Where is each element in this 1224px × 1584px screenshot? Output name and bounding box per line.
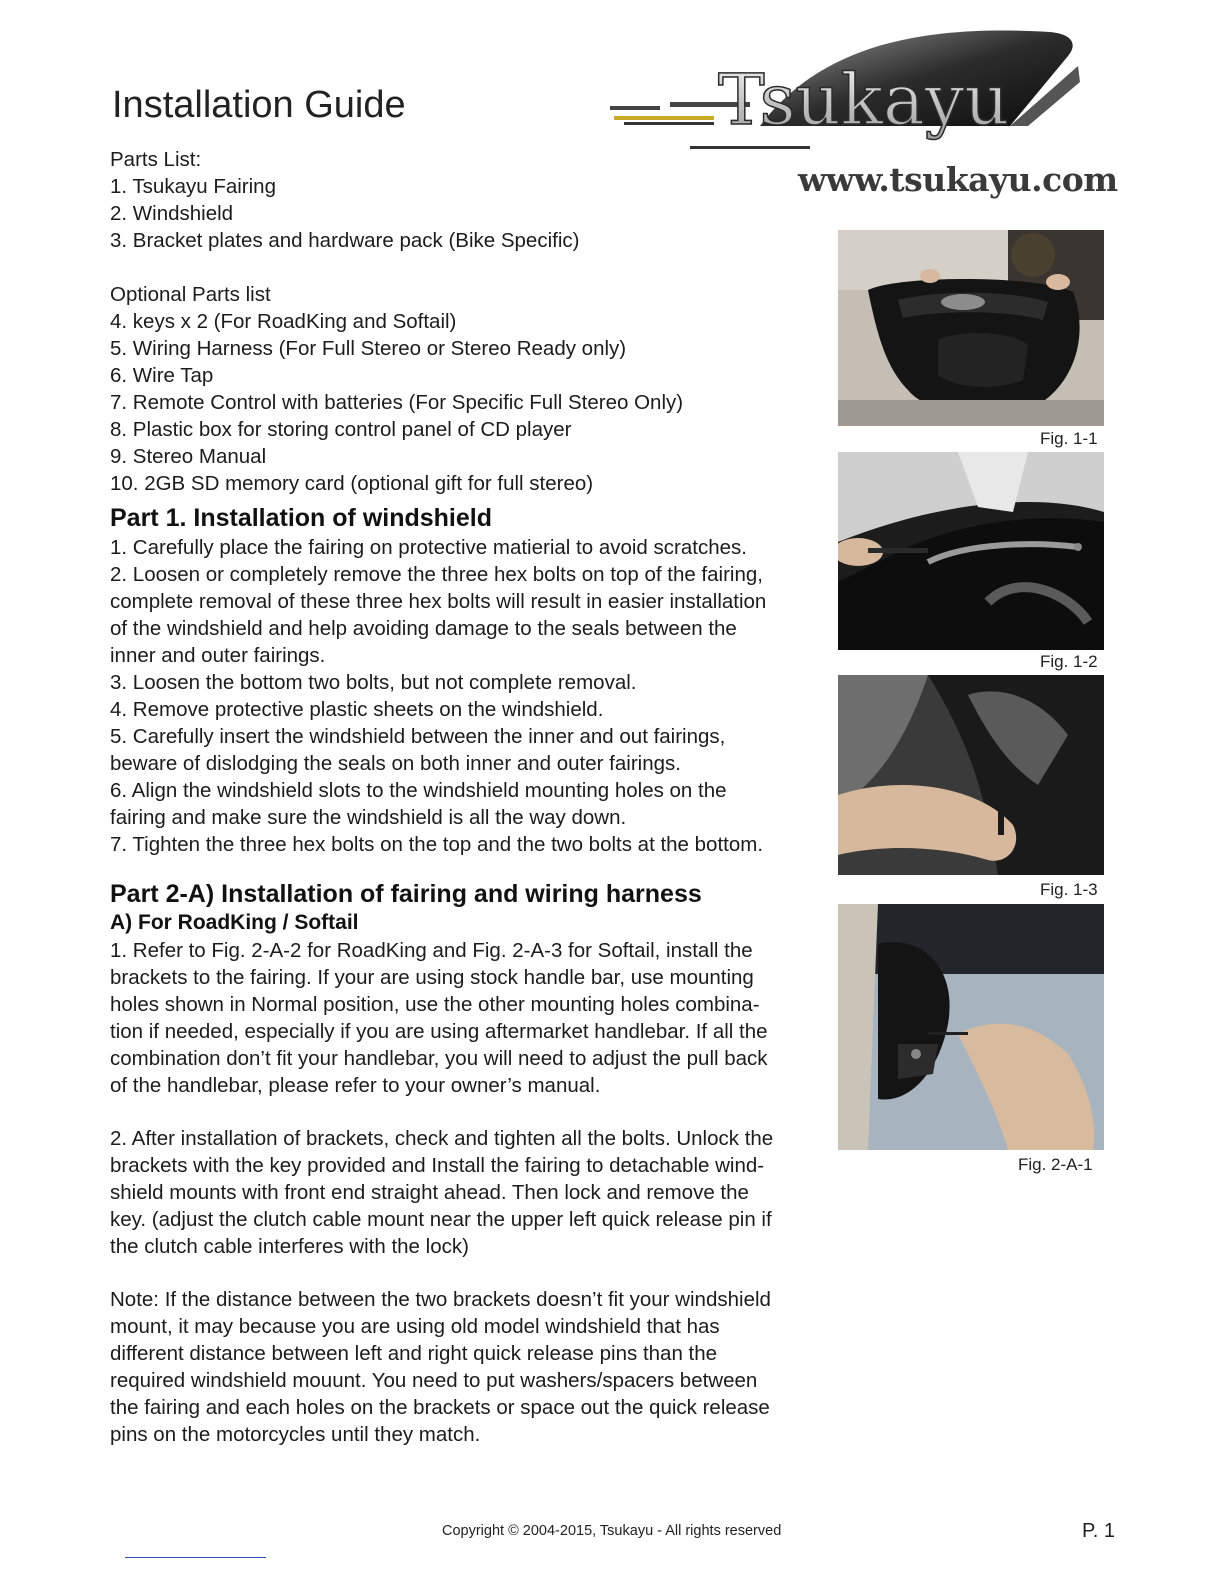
list-item: 9. Stereo Manual — [110, 445, 267, 468]
list-item: 5. Wiring Harness (For Full Stereo or Stereo Ready only) — [110, 337, 627, 360]
note-line: pins on the motorcycles until they match. — [110, 1423, 481, 1446]
list-item: 1. Tsukayu Fairing — [110, 175, 276, 198]
list-item: 4. keys x 2 (For RoadKing and Softail) — [110, 310, 457, 333]
step-line: of the handlebar, please refer to your owner’s manual. — [110, 1074, 601, 1097]
step-line: shield mounts with front end straight ahead. Then lock and remove the — [110, 1181, 749, 1204]
step-line: 6. Align the windshield slots to the windshield mounting holes on the — [110, 779, 727, 802]
step-line: 3. Loosen the bottom two bolts, but not complete removal. — [110, 671, 637, 694]
page-number: P. 1 — [1082, 1520, 1115, 1542]
brand-logo-graphic — [600, 26, 1090, 156]
figure-photo — [838, 230, 1104, 426]
note-line: mount, it may because you are using old model windshield that has — [110, 1315, 720, 1338]
parts-list — [110, 146, 579, 254]
step-line: brackets with the key provided and Install the fairing to detachable wind- — [110, 1154, 765, 1177]
figure-caption: Fig. 1-1 — [1040, 429, 1098, 448]
figure-caption: Fig. 2-A-1 — [1018, 1155, 1093, 1174]
note-line: different distance between left and right quick release pins than the — [110, 1342, 718, 1365]
website-url: www.tsukayu.com — [798, 160, 1118, 199]
step-line: 1. Carefully place the fairing on protective matierial to avoid scratches. — [110, 536, 747, 559]
part2-step2 — [110, 1125, 773, 1260]
step-line: 1. Refer to Fig. 2-A-2 for RoadKing and Fig. 2-A-3 for Softail, install the — [110, 939, 753, 962]
parts-list-heading: Parts List: — [110, 148, 202, 171]
list-item: 2. Windshield — [110, 202, 234, 225]
part1-heading: Part 1. Installation of windshield — [110, 504, 492, 532]
list-item: 6. Wire Tap — [110, 364, 214, 387]
part2-subheading: A) For RoadKing / Softail — [110, 911, 359, 934]
step-line: holes shown in Normal position, use the other mounting holes combina- — [110, 993, 760, 1016]
part2-note — [110, 1286, 771, 1448]
step-line: 2. After installation of brackets, check and tighten all the bolts. Unlock the — [110, 1127, 774, 1150]
list-item: 10. 2GB SD memory card (optional gift for full stereo) — [110, 472, 594, 495]
part2-heading: Part 2-A) Installation of fairing and wiring harness — [110, 880, 702, 908]
step-line: fairing and make sure the windshield is all the way down. — [110, 806, 627, 829]
note-line: the fairing and each holes on the brackets or space out the quick release — [110, 1396, 770, 1419]
step-line: 7. Tighten the three hex bolts on the top and the two bolts at the bottom. — [110, 833, 764, 856]
figure-photo — [838, 675, 1104, 875]
part1-steps — [110, 534, 766, 858]
list-item: 7. Remote Control with batteries (For Specific Full Stereo Only) — [110, 391, 684, 414]
figure-photo — [838, 452, 1104, 650]
step-line: combination don’t fit your handlebar, you will need to adjust the pull back — [110, 1047, 768, 1070]
note-line: Note: If the distance between the two brackets doesn’t fit your windshield — [110, 1288, 771, 1311]
note-line: required windshield mouunt. You need to put washers/spacers between — [110, 1369, 758, 1392]
figure-photo — [838, 904, 1104, 1150]
optional-parts-list — [110, 281, 683, 497]
copyright-text: Copyright © 2004-2015, Tsukayu - All rights reserved — [442, 1523, 782, 1539]
part2-step1 — [110, 937, 768, 1099]
step-line: complete removal of these three hex bolts will result in easier installation — [110, 590, 767, 613]
step-line: inner and outer fairings. — [110, 644, 326, 667]
step-line: of the windshield and help avoiding damage to the seals between the — [110, 617, 737, 640]
step-line: 2. Loosen or completely remove the three hex bolts on top of the fairing, — [110, 563, 763, 586]
list-item: 8. Plastic box for storing control panel of CD player — [110, 418, 572, 441]
bottom-rule — [125, 1557, 266, 1558]
step-line: tion if needed, especially if you are using aftermarket handlebar. If all the — [110, 1020, 768, 1043]
step-line: beware of dislodging the seals on both inner and outer fairings. — [110, 752, 681, 775]
brand-logo — [600, 26, 1090, 156]
step-line: key. (adjust the clutch cable mount near the upper left quick release pin if — [110, 1208, 772, 1231]
step-line: 4. Remove protective plastic sheets on the windshield. — [110, 698, 604, 721]
brand-logo-text: Tsukayu — [718, 59, 1010, 141]
list-item: 3. Bracket plates and hardware pack (Bike Specific) — [110, 229, 580, 252]
optional-parts-heading: Optional Parts list — [110, 283, 271, 306]
step-line: 5. Carefully insert the windshield between the inner and out fairings, — [110, 725, 726, 748]
step-line: brackets to the fairing. If your are using stock handle bar, use mounting — [110, 966, 754, 989]
step-line: the clutch cable interferes with the lock) — [110, 1235, 469, 1258]
figure-caption: Fig. 1-2 — [1040, 652, 1098, 671]
figure-caption: Fig. 1-3 — [1040, 880, 1098, 899]
page-title: Installation Guide — [112, 84, 406, 126]
